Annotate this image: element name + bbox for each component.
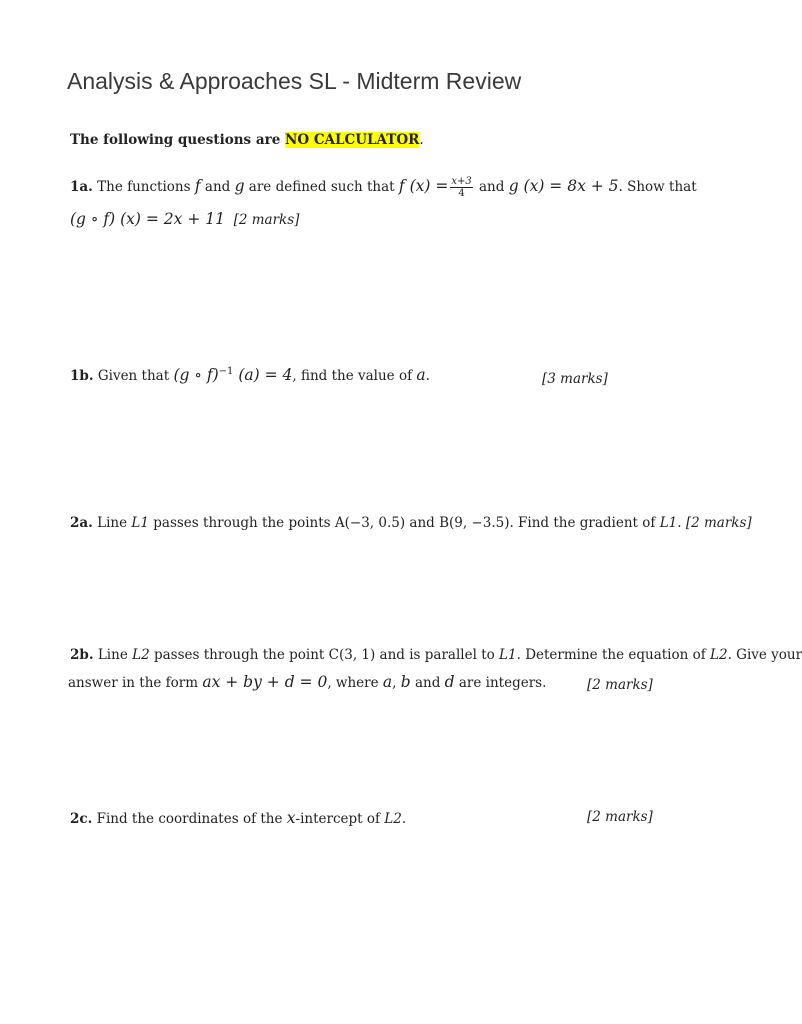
q2a-text: Line — [92, 515, 132, 531]
no-calculator-highlight: NO CALCULATOR — [285, 132, 420, 148]
page-title: Analysis & Approaches SL - Midterm Review — [67, 68, 522, 94]
q1a-text: are defined such that — [244, 179, 399, 195]
intro-suffix: . — [419, 132, 424, 148]
math-a: a — [416, 366, 426, 384]
line-l1: L1 — [659, 515, 678, 531]
question-label-1a: 1a. — [70, 179, 93, 195]
math-inverse-rest: (a) = 4 — [233, 366, 293, 384]
math-g-of-x: g (x) = 8x + 5 — [508, 177, 619, 195]
question-label-2a: 2a. — [70, 515, 93, 531]
line-l1: L1 — [499, 647, 517, 663]
q1a-text: and — [200, 179, 235, 195]
q2b-text: and — [410, 675, 445, 691]
math-f: f — [194, 177, 201, 195]
q2b-text: answer in the form — [68, 675, 203, 691]
q2b-text: Line — [93, 647, 133, 663]
question-label-2b: 2b. — [70, 647, 94, 663]
marks-2c: [2 marks] — [587, 809, 653, 825]
math-composition: (g ∘ f) (x) = 2x + 11 — [70, 210, 225, 228]
q1b-text: Given that — [93, 368, 174, 384]
q2c-text: -intercept of — [295, 811, 385, 827]
line-l2: L2 — [384, 811, 402, 827]
intro-line — [70, 132, 424, 148]
math-inverse-base: (g ∘ f) — [173, 366, 219, 384]
math-g: g — [234, 177, 245, 195]
math-inverse-exponent: −1 — [218, 366, 234, 377]
question-1a-line-1 — [70, 176, 697, 199]
math-fraction — [450, 176, 472, 199]
math-line-equation: ax + by + d = 0 — [202, 673, 328, 691]
line-l1: L1 — [131, 515, 149, 531]
math-f-of-x: f (x) = — [398, 177, 449, 195]
q1a-text: . Show that — [618, 179, 697, 195]
question-2b-line-1 — [70, 647, 802, 663]
q2c-text: . — [401, 811, 407, 827]
question-2c-line — [70, 809, 406, 827]
q2b-text: . Give your — [727, 647, 802, 663]
marks-1a: [2 marks] — [233, 212, 300, 228]
q2b-text: , — [392, 675, 401, 691]
math-b: b — [400, 673, 411, 691]
q2b-text: passes through the point C(3, 1) and is parallel to — [149, 647, 500, 663]
q1a-text: The functions — [92, 179, 195, 195]
q2c-text: Find the coordinates of the — [92, 811, 287, 827]
line-l2: L2 — [710, 647, 728, 663]
q2b-text: , where — [327, 675, 383, 691]
q1a-text: and — [474, 179, 509, 195]
question-2b-line-2 — [68, 673, 546, 691]
math-x: x — [286, 809, 296, 827]
math-d: d — [444, 673, 455, 691]
q2a-text: . — [677, 515, 686, 531]
question-1b-line — [70, 366, 430, 384]
q1b-text: . — [425, 368, 430, 384]
math-a: a — [382, 673, 393, 691]
intro-prefix: The following questions are — [70, 132, 286, 148]
question-label-1b: 1b. — [70, 368, 94, 384]
fraction-numerator: x+3 — [451, 176, 472, 187]
question-1a-line-2 — [70, 210, 299, 228]
q2a-text: passes through the points A(−3, 0.5) and B(9, −3.5). Find the gradient of — [148, 515, 660, 531]
question-label-2c: 2c. — [70, 811, 93, 827]
fraction-denominator: 4 — [458, 188, 465, 199]
q1b-text: , find the value of — [292, 368, 417, 384]
q2b-text: are integers. — [454, 675, 547, 691]
line-l2: L2 — [132, 647, 150, 663]
question-2a-line — [70, 515, 752, 531]
marks-1b: [3 marks] — [542, 371, 608, 387]
marks-2b: [2 marks] — [587, 677, 653, 693]
marks-2a: [2 marks] — [685, 515, 752, 531]
q2b-text: . Determine the equation of — [516, 647, 711, 663]
